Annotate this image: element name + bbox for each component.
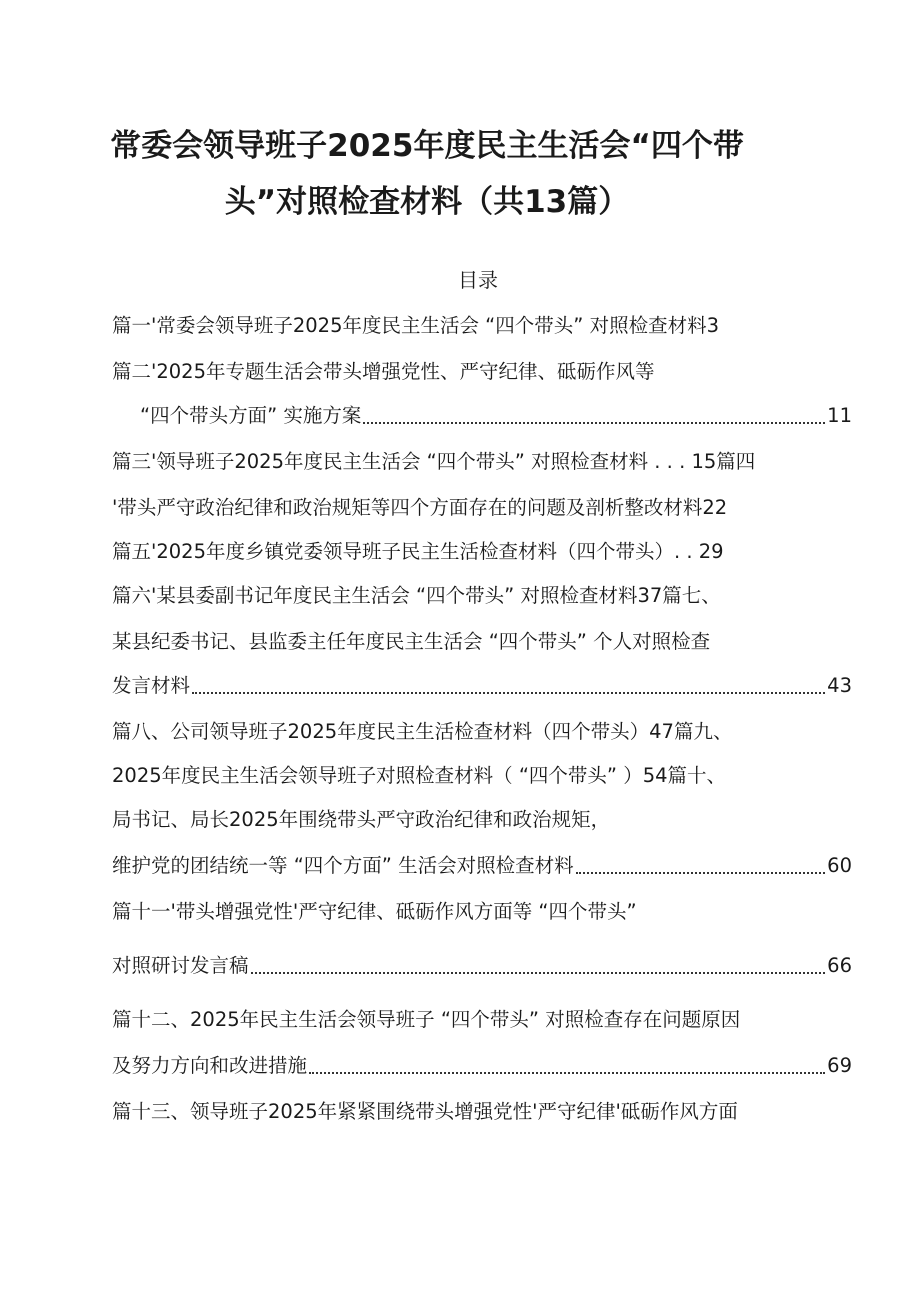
toc-entry-text: 篇五'2025年度乡镇党委领导班子民主生活检查材料（四个带头）. . 29 <box>112 540 724 563</box>
toc-entry[interactable] <box>112 448 852 476</box>
toc-entry-text: 篇十二、2025年民主生活会领导班子 “四个带头” 对照检查存在问题原因 <box>112 1008 741 1031</box>
toc-entry[interactable] <box>112 494 852 522</box>
toc-page-number: 66 <box>827 954 852 977</box>
toc-entry-text: '带头严守政治纪律和政治规矩等四个方面存在的问题及剖析整改材料22 <box>112 496 728 519</box>
toc-entry-text: 篇十一'带头增强党性'严守纪律、砥砺作风方面等 “四个带头” <box>112 900 637 923</box>
table-of-contents <box>112 312 852 1132</box>
toc-heading: 目录 <box>458 268 498 292</box>
toc-page-number: 69 <box>827 1054 852 1077</box>
toc-page-number: 11 <box>827 404 852 427</box>
toc-entry[interactable] <box>112 402 852 430</box>
toc-entry[interactable] <box>112 1006 852 1034</box>
toc-entry-text: 篇六'某县委副书记年度民主生活会 “四个带头” 对照检查材料37篇七、 <box>112 584 721 607</box>
toc-entry[interactable] <box>112 952 852 980</box>
toc-entry-text: 某县纪委书记、县监委主任年度民主生活会 “四个带头” 个人对照检查 <box>112 630 711 653</box>
toc-entry[interactable] <box>112 762 852 790</box>
toc-entry-text: 发言材料 <box>112 674 191 697</box>
toc-entry[interactable] <box>112 1098 852 1126</box>
toc-entry-text: 2025年度民主生活会领导班子对照检查材料（ “四个带头” ）54篇十、 <box>112 764 727 787</box>
toc-page-number: 60 <box>827 854 852 877</box>
toc-entry[interactable] <box>112 852 852 880</box>
toc-entry[interactable] <box>112 806 852 834</box>
toc-entry[interactable] <box>112 628 852 656</box>
dot-leader <box>576 872 826 874</box>
title-line-1: 常委会领导班子2025年度民主生活会“四个带 <box>110 128 744 164</box>
toc-entry[interactable] <box>112 582 852 610</box>
dot-leader <box>309 1072 825 1074</box>
toc-entry-text: 篇二'2025年专题生活会带头增强党性、严守纪律、砥砺作风等 <box>112 360 655 383</box>
toc-entry[interactable] <box>112 1052 852 1080</box>
toc-entry-text: 篇十三、领导班子2025年紧紧围绕带头增强党性'严守纪律'砥砺作风方面 <box>112 1100 738 1123</box>
document-title <box>0 118 920 230</box>
toc-entry-text: 篇一'常委会领导班子2025年度民主生活会 “四个带头” 对照检查材料3 <box>112 314 719 337</box>
toc-entry[interactable] <box>112 718 852 746</box>
title-line-2: 头”对照检查材料（共13篇） <box>224 184 630 220</box>
toc-entry[interactable] <box>112 898 852 926</box>
toc-entry-text: 局书记、局长2025年围绕带头严守政治纪律和政治规矩， <box>112 808 611 831</box>
toc-entry-text: 篇三'领导班子2025年度民主生活会 “四个带头” 对照检查材料 . . . 15篇四 <box>112 450 756 473</box>
toc-entry-text: 维护党的团结统一等 “四个方面” 生活会对照检查材料 <box>112 854 574 877</box>
toc-entry-text: 及努力方向和改进措施 <box>112 1054 308 1077</box>
dot-leader <box>363 422 825 424</box>
toc-entry-text: 对照研讨发言稿 <box>112 954 249 977</box>
toc-entry-text: 篇八、公司领导班子2025年度民主生活检查材料（四个带头）47篇九、 <box>112 720 733 743</box>
dot-leader <box>192 692 825 694</box>
toc-entry[interactable] <box>112 672 852 700</box>
dot-leader <box>251 972 826 974</box>
toc-entry[interactable] <box>112 312 852 340</box>
toc-entry[interactable] <box>112 358 852 386</box>
toc-entry[interactable] <box>112 538 852 566</box>
toc-page-number: 43 <box>827 674 852 697</box>
toc-entry-text: “四个带头方面” 实施方案 <box>140 404 362 427</box>
